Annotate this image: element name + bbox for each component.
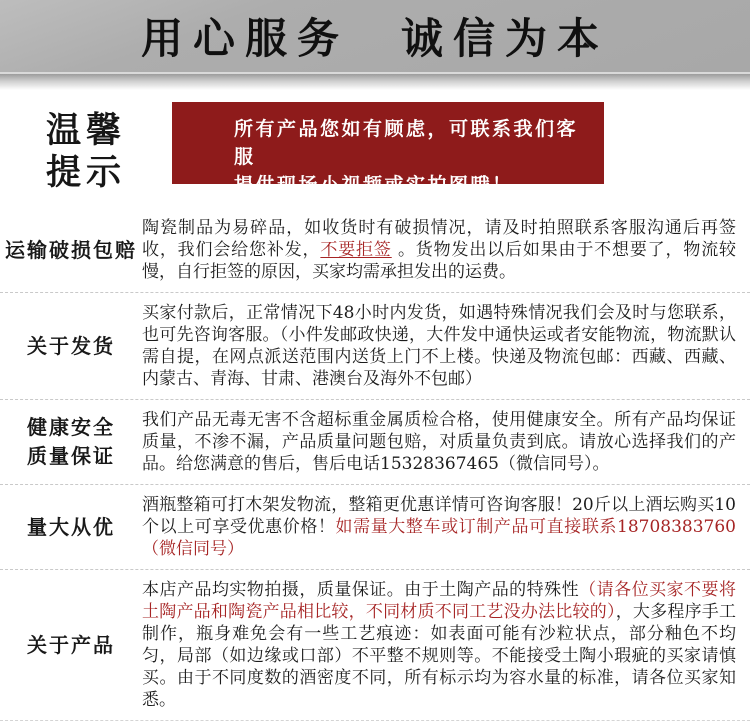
warm-tips-box-line1: 所有产品您如有顾虑，可联系我们客服 — [234, 118, 579, 168]
row-shipping-damage-content — [142, 214, 750, 286]
row-bulk-discount-content — [142, 491, 750, 563]
banner-title: 用心服务 诚信为本 — [140, 14, 609, 63]
top-banner — [0, 0, 750, 74]
text-segment: 我们产品无毒无害不含超标重金属质检合格，使用健康安全。所有产品均保证质量，不渗不漏，产品质量问题包赔，对质量负责到底。请放心选择我们的产品。给您满意的售后，售后电话15328367465（微信同号）。 — [142, 410, 736, 474]
row-about-product-label — [0, 576, 142, 714]
warm-tips-label — [0, 102, 172, 194]
row-label-text: 关于产品 — [27, 632, 115, 657]
text-segment: 买家付款后，正常情况下48小时内发货，如遇特殊情况我们会及时与您联系，也可先咨询客服。（小件发邮政快递，大件发中通快运或者安能物流，物流默认需自提，在网点派送范围内送货上门不上楼。快递及物流包邮：西藏、西藏、内蒙古、青海、甘肃、港澳台及海外不包邮） — [142, 303, 736, 389]
row-about-delivery — [0, 293, 750, 400]
row-label-text: 量大从优 — [27, 514, 115, 539]
row-about-delivery-label — [0, 299, 142, 393]
row-shipping-damage-label — [0, 214, 142, 286]
row-label-line2: 质量保证 — [27, 444, 115, 468]
row-quality-guarantee-content — [142, 406, 750, 478]
text-segment: 陶瓷制品为易碎品，如收货时有破损情况，请及时拍照联系客服沟通后再签收，我们会给您补发， — [142, 218, 736, 260]
row-quality-guarantee-label — [0, 406, 142, 478]
row-about-product-content — [142, 576, 750, 714]
row-about-product — [0, 570, 750, 721]
row-shipping-damage — [0, 208, 750, 293]
row-label-line1: 健康安全 — [27, 415, 115, 439]
highlight-bulk-contact: 如需量大整车或订制产品可直接联系18708383760（微信同号） — [142, 517, 736, 559]
row-bulk-discount-label — [0, 491, 142, 563]
row-about-delivery-content — [142, 299, 750, 393]
warm-tips-box — [172, 102, 604, 196]
warm-tips-label-line2: 提示 — [45, 152, 126, 193]
warm-tips-section — [0, 102, 750, 194]
warm-tips-box-line2: 提供现场小视频或实拍图哦！ — [234, 174, 514, 196]
warm-tips-label-line1: 温馨 — [45, 110, 126, 151]
row-label-text: 运输破损包赔 — [5, 237, 137, 262]
row-quality-guarantee — [0, 400, 750, 485]
text-segment: 本店产品均实物拍摄，质量保证。由于土陶产品的特殊性 — [142, 580, 580, 600]
info-rows — [0, 208, 750, 721]
text-segment: 酒瓶整箱可打木架发物流，整箱更优惠详情可咨询客服！20斤以上酒坛购买10个以上可享受优惠价格！ — [142, 495, 736, 537]
row-bulk-discount — [0, 485, 750, 570]
highlight-no-rejection: 不要拒签 — [320, 240, 392, 260]
banner-shadow — [0, 74, 750, 90]
highlight-product-note: （请各位买家不要将土陶产品和陶瓷产品相比较，不同材质不同工艺没办法比较的） — [142, 580, 737, 622]
text-segment: 。货物发出以后如果由于不想要了，物流较慢，自行拒签的原因，买家均需承担发出的运费。 — [142, 240, 737, 282]
text-segment: ，大多程序手工制作，瓶身难免会有一些工艺痕迹：如表面可能有沙粒状点，部分釉色不均匀，局部（如边缘或口部）不平整不规则等。不能接受土陶小瑕疵的买家请慎买。由于不同度数的酒密度不同，所有标示均为容水量的标准，请各位买家知悉。 — [142, 602, 737, 710]
row-label-text: 关于发货 — [27, 333, 115, 358]
